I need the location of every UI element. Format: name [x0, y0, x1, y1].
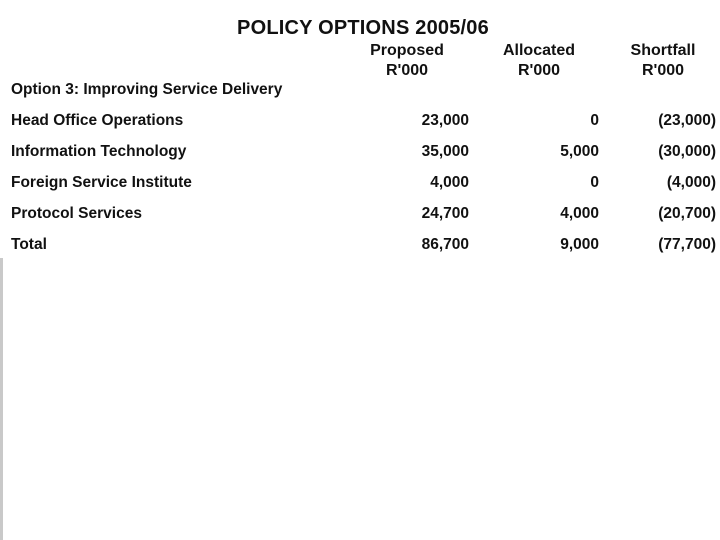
page-title: [0, 17, 720, 40]
column-header-shortfall: [608, 41, 718, 81]
table-row-protocol-services: [0, 205, 720, 227]
table-row-head-office: [0, 112, 720, 134]
shortfall-value: (23,000): [658, 112, 716, 129]
allocated-value: 4,000: [560, 205, 599, 222]
allocated-value: 9,000: [560, 236, 599, 253]
table-row-information-technology: [0, 143, 720, 165]
proposed-value: 4,000: [430, 174, 469, 191]
proposed-value: 86,700: [421, 236, 469, 253]
row-label: Foreign Service Institute: [11, 174, 192, 191]
column-header-line1: Shortfall: [630, 42, 696, 59]
section-label: Option 3: Improving Service Delivery: [11, 81, 283, 98]
shortfall-value: (30,000): [658, 143, 716, 160]
column-header-line2: R'000: [517, 62, 561, 79]
proposed-value: 35,000: [421, 143, 469, 160]
allocated-value: 5,000: [560, 143, 599, 160]
column-header-line2: R'000: [641, 62, 685, 79]
proposed-value: 24,700: [421, 205, 469, 222]
row-label: Information Technology: [11, 143, 187, 160]
row-label: Total: [11, 236, 47, 253]
allocated-value: 0: [590, 174, 599, 191]
column-header-line1: Allocated: [502, 42, 575, 59]
allocated-value: 0: [590, 112, 599, 129]
shortfall-value: (4,000): [666, 174, 716, 191]
row-label: Head Office Operations: [11, 112, 184, 129]
shortfall-value: (20,700): [658, 205, 716, 222]
column-header-line2: R'000: [385, 62, 429, 79]
table-row-foreign-service-institute: [0, 174, 720, 196]
proposed-value: 23,000: [421, 112, 469, 129]
row-label: Protocol Services: [11, 205, 142, 222]
table-row-total: [0, 236, 720, 258]
column-header-allocated: [484, 41, 594, 81]
page-title-text: POLICY OPTIONS 2005/06: [237, 17, 489, 39]
column-header-proposed: [352, 41, 462, 81]
shortfall-value: (77,700): [658, 236, 716, 253]
left-edge-strip: [0, 258, 3, 540]
column-header-line1: Proposed: [370, 42, 444, 59]
